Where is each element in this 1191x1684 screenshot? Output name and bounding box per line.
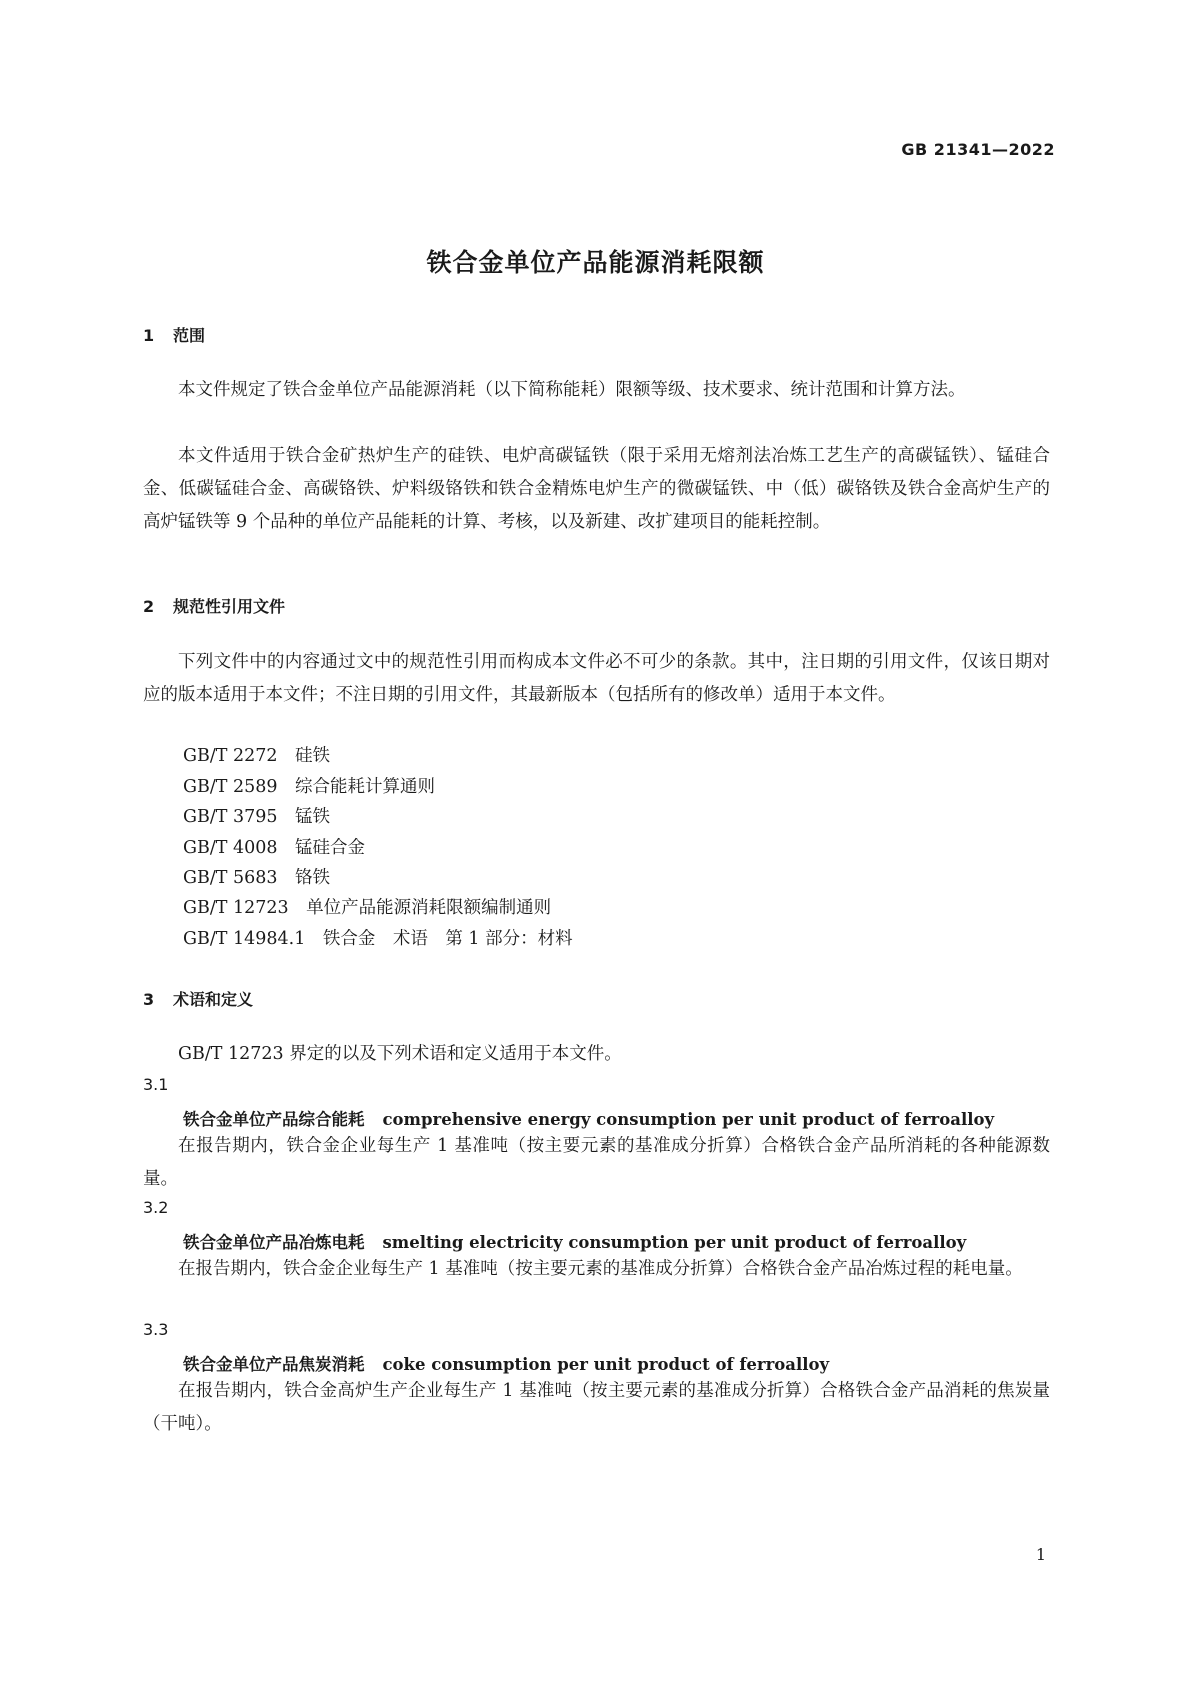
reference-item: GB/T 14984.1 铁合金 术语 第 1 部分：材料 xyxy=(183,929,573,949)
reference-item: GB/T 12723 单位产品能源消耗限额编制通则 xyxy=(183,898,552,918)
section-3-heading xyxy=(143,987,253,1010)
section-number: 3 xyxy=(143,990,155,1009)
reference-item: GB/T 2589 综合能耗计算通则 xyxy=(183,777,436,797)
term-heading xyxy=(183,1229,966,1253)
term-chinese: 铁合金单位产品冶炼电耗 xyxy=(183,1233,365,1252)
term-number: 3.3 xyxy=(143,1320,169,1339)
document-title: 铁合金单位产品能源消耗限额 xyxy=(426,248,765,277)
term-definition: 在报告期内，铁合金企业每生产 1 基准吨（按主要元素的基准成分折算）合格铁合金产品所消耗的各种能源数量。 xyxy=(143,1136,1050,1189)
term-number: 3.2 xyxy=(143,1198,169,1217)
reference-item: GB/T 5683 铬铁 xyxy=(183,868,331,888)
standard-number: GB 21341—2022 xyxy=(901,140,1055,159)
reference-item: GB/T 3795 锰铁 xyxy=(183,807,331,827)
scope-paragraph-1: 本文件规定了铁合金单位产品能源消耗（以下简称能耗）限额等级、技术要求、统计范围和计算方法。 xyxy=(178,380,966,400)
term-definition: 在报告期内，铁合金高炉生产企业每生产 1 基准吨（按主要元素的基准成分折算）合格铁合金产品消耗的焦炭量（干吨）。 xyxy=(143,1381,1050,1434)
page-number: 1 xyxy=(1035,1545,1046,1564)
term-definition: 在报告期内，铁合金企业每生产 1 基准吨（按主要元素的基准成分折算）合格铁合金产品冶炼过程的耗电量。 xyxy=(178,1259,1023,1279)
reference-item: GB/T 2272 硅铁 xyxy=(183,746,331,766)
terms-intro: GB/T 12723 界定的以及下列术语和定义适用于本文件。 xyxy=(178,1044,622,1064)
term-chinese: 铁合金单位产品焦炭消耗 xyxy=(183,1355,365,1374)
section-number: 1 xyxy=(143,326,155,345)
section-title: 术语和定义 xyxy=(173,990,254,1009)
term-english: coke consumption per unit product of ferroalloy xyxy=(382,1355,830,1374)
normative-references-intro: 下列文件中的内容通过文中的规范性引用而构成本文件必不可少的条款。其中，注日期的引用文件，仅该日期对应的版本适用于本文件；不注日期的引用文件，其最新版本（包括所有的修改单）适用于本文件。 xyxy=(143,652,1050,705)
section-title: 规范性引用文件 xyxy=(173,597,286,616)
section-1-heading xyxy=(143,323,205,346)
term-heading xyxy=(183,1106,994,1130)
scope-paragraph-2: 本文件适用于铁合金矿热炉生产的硅铁、电炉高碳锰铁（限于采用无熔剂法冶炼工艺生产的高碳锰铁）、锰硅合金、低碳锰硅合金、高碳铬铁、炉料级铬铁和铁合金精炼电炉生产的微碳锰铁、中（低）碳铬铁及铁合金高炉生产的高炉锰铁等 9 个品种的单位产品能耗的计算、考核，以及新建、改扩建项目的能耗控制。 xyxy=(143,446,1050,532)
term-number: 3.1 xyxy=(143,1075,169,1094)
term-english: comprehensive energy consumption per unit product of ferroalloy xyxy=(382,1110,995,1129)
section-number: 2 xyxy=(143,597,155,616)
section-2-heading xyxy=(143,594,285,617)
term-english: smelting electricity consumption per unit product of ferroalloy xyxy=(382,1233,967,1252)
term-heading xyxy=(183,1351,829,1375)
reference-item: GB/T 4008 锰硅合金 xyxy=(183,838,366,858)
section-title: 范围 xyxy=(173,326,206,345)
term-chinese: 铁合金单位产品综合能耗 xyxy=(183,1110,365,1129)
